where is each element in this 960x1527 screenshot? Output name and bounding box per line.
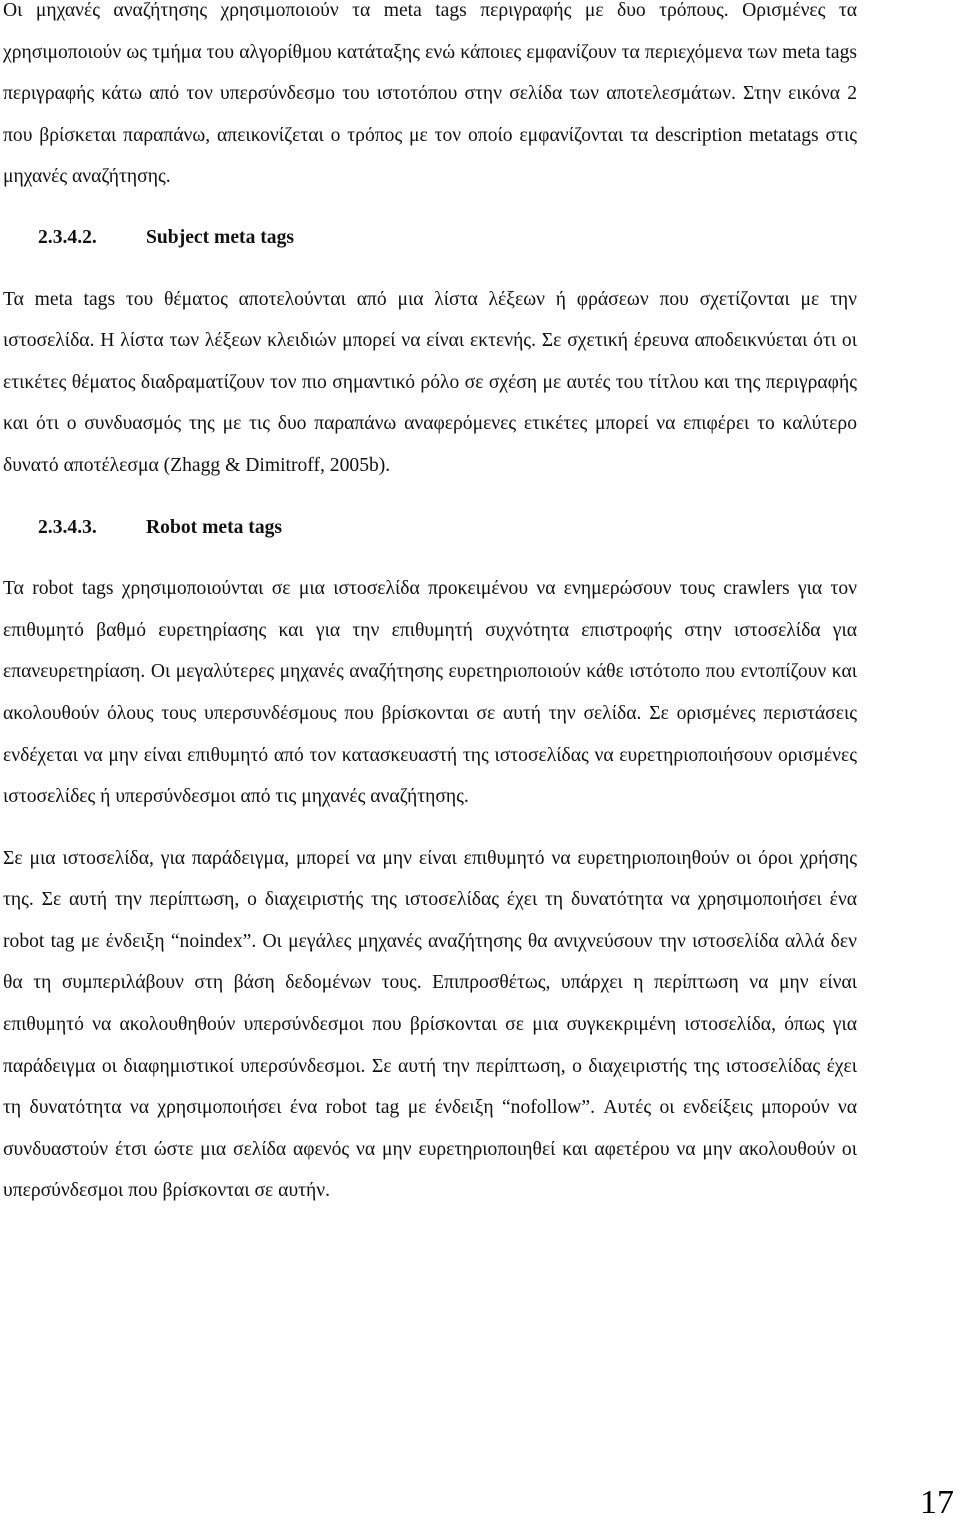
- paragraph-robot-tags-intro: Τα robot tags χρησιμοποιούνται σε μια ιστοσελίδα προκειμένου να ενημερώσουν τους crawlers για τον επιθυμητό βαθμό ευρετηρίασης και για την επιθυμητή συχνότητα επιστροφής στην ιστοσελίδα για επανευρετηρίαση. Οι μεγαλύτερες μηχανές αναζήτησης ευρετηριοποιούν κάθε ιστότοπο που εντοπίζουν και ακολουθούν όλους τους υπερσυνδέσμους που βρίσκονται σε αυτή την σελίδα. Σε ορισμένες περιστάσεις ενδέχεται να μην είναι επιθυμητό από τον κατασκευαστή της ιστοσελίδας να ευρετηριοποιήσουν ορισμένες ιστοσελίδες ή υπερσύνδεσμοι από τις μηχανές αναζήτησης.: [3, 578, 857, 808]
- section-heading-subject-meta-tags: [3, 217, 857, 259]
- section-heading-robot-meta-tags: [3, 507, 857, 549]
- paragraph-subject-meta-tags: Τα meta tags του θέματος αποτελούνται από μια λίστα λέξεων ή φράσεων που σχετίζονται με την ιστοσελίδα. Η λίστα των λέξεων κλειδιών μπορεί να είναι εκτενής. Σε σχετική έρευνα αποδεικνύεται ότι οι ετικέτες θέματος διαδραματίζουν τον πιο σημαντικό ρόλο σε σχέση με αυτές του τίτλου και της περιγραφής και ότι ο συνδυασμός της με τις δυο παραπάνω αναφερόμενες ετικέτες μπορεί να επιφέρει το καλύτερο δυνατό αποτέλεσμα (Zhagg & Dimitroff, 2005b).: [3, 288, 857, 476]
- paragraph-intro: Οι μηχανές αναζήτησης χρησιμοποιούν τα meta tags περιγραφής με δυο τρόπους. Ορισμένες τα χρησιμοποιούν ως τμήμα του αλγορίθμου κατάταξης ενώ κάποιες εμφανίζουν τα περιεχόμενα των meta tags περιγραφής κάτω από τον υπερσύνδεσμο του ιστοτόπου στην σελίδα των αποτελεσμάτων. Στην εικόνα 2 που βρίσκεται παραπάνω, απεικονίζεται ο τρόπος με τον οποίο εμφανίζονται τα description metatags στις μηχανές αναζήτησης.: [3, 0, 857, 188]
- document-page: [3, 0, 857, 1212]
- paragraph-robot-tags-example: Σε μια ιστοσελίδα, για παράδειγμα, μπορεί να μην είναι επιθυμητό να ευρετηριοποιηθούν οι όροι χρήσης της. Σε αυτή την περίπτωση, ο διαχειριστής της ιστοσελίδας έχει τη δυνατότητα να χρησιμοποιήσει ένα robot tag με ένδειξη “noindex”. Οι μεγάλες μηχανές αναζήτησης θα ανιχνεύσουν την ιστοσελίδα αλλά δεν θα τη συμπεριλάβουν στη βάση δεδομένων τους. Επιπροσθέτως, υπάρχει η περίπτωση να μην είναι επιθυμητό να ακολουθηθούν υπερσύνδεσμοι που βρίσκονται σε μια συγκεκριμένη ιστοσελίδα, όπως για παράδειγμα οι διαφημιστικοί υπερσύνδεσμοι. Σε αυτή την περίπτωση, ο διαχειριστής της ιστοσελίδας έχει τη δυνατότητα να χρησιμοποιήσει ένα robot tag με ένδειξη “nofollow”. Αυτές οι ενδείξεις μπορούν να συνδυαστούν έτσι ώστε μια σελίδα αφενός να μην ευρετηριοποιηθεί και αφετέρου να μην ακολουθούν οι υπερσύνδεσμοι που βρίσκονται σε αυτήν.: [3, 847, 857, 1202]
- section-number: 2.3.4.2.: [38, 226, 97, 248]
- page-number: 17: [920, 1484, 954, 1521]
- section-title: Robot meta tags: [146, 516, 283, 538]
- section-title: Subject meta tags: [146, 226, 295, 248]
- section-number: 2.3.4.3.: [38, 516, 97, 538]
